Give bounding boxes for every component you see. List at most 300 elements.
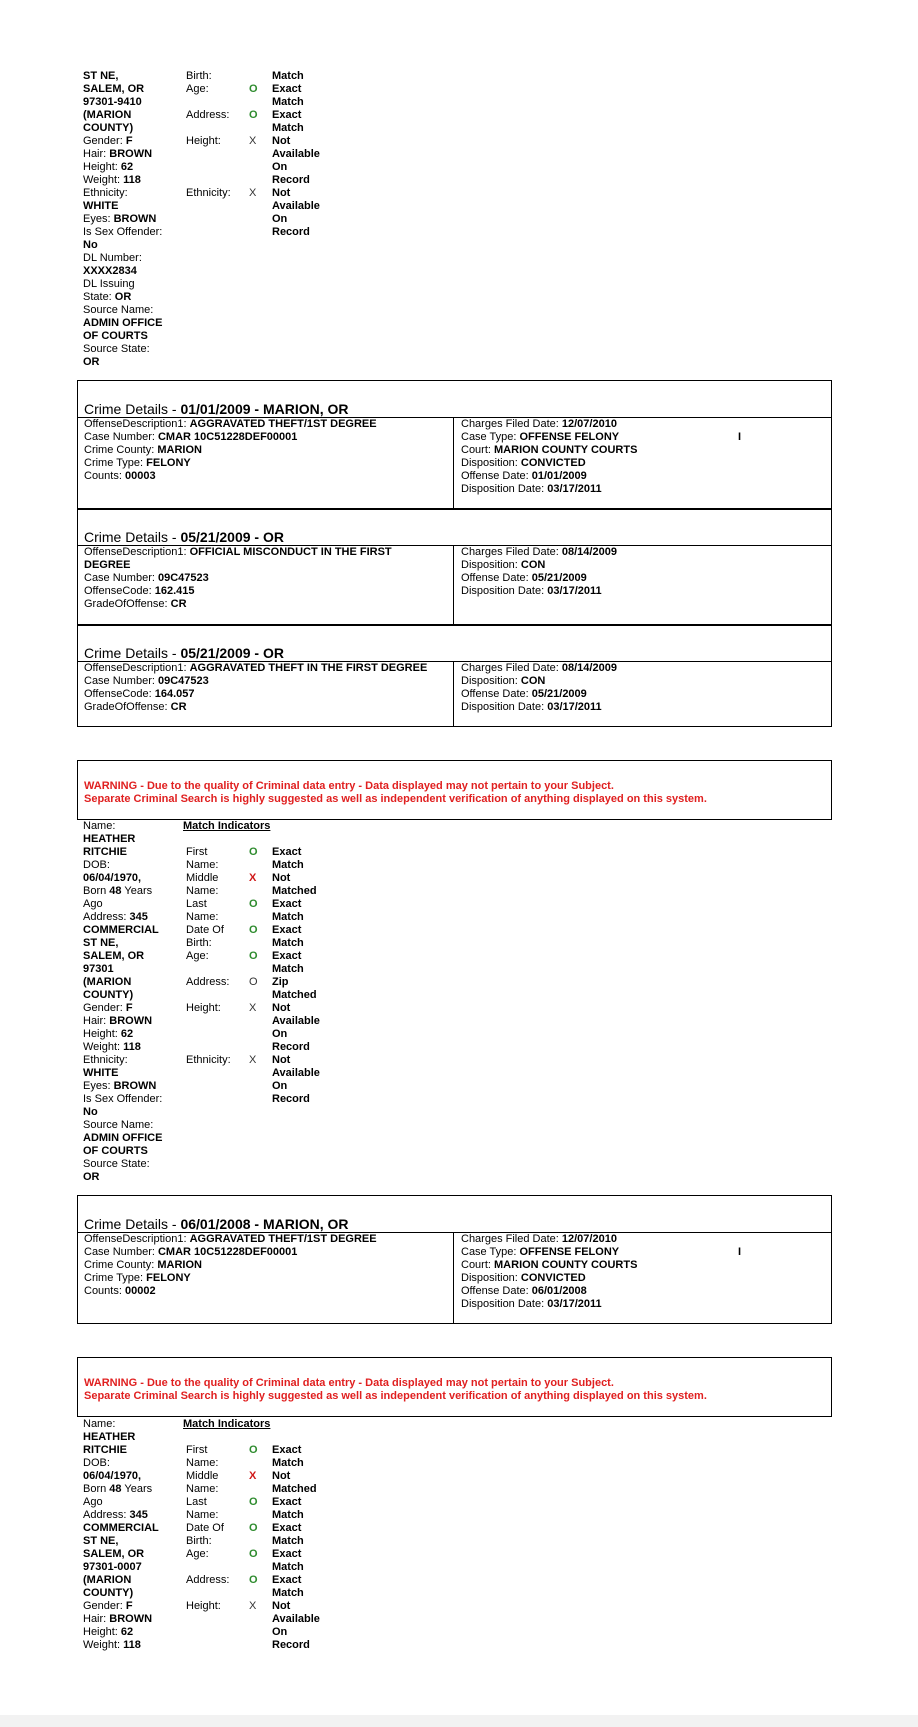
warning-line-1: WARNING - Due to the quality of Criminal data entry - Data displayed may not pertain to your Subject. bbox=[84, 780, 614, 792]
indicator-last-name: O bbox=[249, 898, 258, 910]
match-label: Height: bbox=[186, 1600, 221, 1612]
match-label: Last bbox=[186, 1496, 207, 1508]
crime-field bbox=[84, 572, 392, 585]
field-value: OR bbox=[114, 291, 132, 303]
field-value: 00002 bbox=[124, 1285, 156, 1297]
field-value: BROWN bbox=[109, 148, 153, 160]
field-label: Case Number: bbox=[84, 572, 158, 584]
field-label: Charges Filed Date: bbox=[461, 1233, 562, 1245]
field-label: OffenseCode: bbox=[84, 688, 155, 700]
subject-field bbox=[83, 1470, 159, 1483]
field-label: Eyes: bbox=[83, 213, 114, 225]
subject-field bbox=[83, 330, 162, 343]
subject-field bbox=[83, 1093, 162, 1106]
subject-field bbox=[83, 1574, 159, 1587]
field-label: Gender: bbox=[83, 135, 126, 147]
field-value: AGGRAVATED THEFT IN THE FIRST DEGREE bbox=[189, 662, 428, 674]
indicator-ethnicity: X bbox=[249, 1054, 257, 1066]
field-label: GradeOfOffense: bbox=[84, 598, 171, 610]
match-label: Birth: bbox=[186, 937, 212, 949]
crime-field bbox=[84, 559, 392, 572]
result-text: Match bbox=[272, 1457, 304, 1469]
subject-field bbox=[83, 1015, 162, 1028]
subject-field bbox=[83, 83, 162, 96]
crime-field bbox=[461, 431, 637, 444]
field-label: Gender: bbox=[83, 1600, 126, 1612]
indicator-ethnicity: X bbox=[249, 187, 257, 199]
match-results-1 bbox=[272, 846, 320, 1106]
field-label: Hair: bbox=[83, 1015, 110, 1027]
subject-field bbox=[83, 1132, 162, 1145]
field-value: 03/17/2011 bbox=[547, 1298, 602, 1310]
subject-field bbox=[83, 859, 162, 872]
subject-field bbox=[83, 820, 162, 833]
field-value: ADMIN OFFICE bbox=[83, 317, 163, 329]
column-divider bbox=[453, 417, 454, 509]
field-value: RITCHIE bbox=[83, 846, 127, 858]
result-text: Exact bbox=[272, 846, 302, 858]
result-text: Exact bbox=[272, 1496, 302, 1508]
field-value: OF COURTS bbox=[83, 1145, 148, 1157]
field-label: Offense Date: bbox=[461, 1285, 532, 1297]
subject-field bbox=[83, 911, 162, 924]
result-text: Match bbox=[272, 122, 304, 134]
field-value: CONVICTED bbox=[520, 1272, 586, 1284]
crime-title-prefix: Crime Details - bbox=[84, 401, 181, 417]
match-results-2 bbox=[272, 1444, 320, 1652]
crime-marker-1: I bbox=[738, 431, 742, 443]
result-text: Exact bbox=[272, 1574, 302, 1586]
crime-field bbox=[461, 1259, 637, 1272]
field-value: 03/17/2011 bbox=[547, 585, 602, 597]
field-label: Weight: bbox=[83, 1041, 124, 1053]
result-text: Not bbox=[272, 135, 291, 147]
indicator-date-of-birth: O bbox=[249, 1522, 258, 1534]
subject-field bbox=[83, 1418, 159, 1431]
crime-field bbox=[84, 662, 427, 675]
field-value: No bbox=[83, 239, 98, 251]
indicator-middle-name: X bbox=[249, 1470, 257, 1482]
subject-field bbox=[83, 109, 162, 122]
result-text: Exact bbox=[272, 1444, 302, 1456]
field-label: Height: bbox=[83, 161, 121, 173]
crime-field bbox=[84, 470, 377, 483]
subject-field bbox=[83, 1639, 159, 1652]
field-value: F bbox=[125, 1002, 133, 1014]
subject-field bbox=[83, 304, 162, 317]
subject-details-0 bbox=[83, 70, 162, 369]
field-value: 03/17/2011 bbox=[547, 483, 602, 495]
match-labels-2 bbox=[186, 1444, 229, 1613]
field-value: BROWN bbox=[109, 1613, 153, 1625]
result-text: Match bbox=[272, 937, 304, 949]
column-divider bbox=[453, 545, 454, 625]
field-value: MARION bbox=[157, 444, 202, 456]
field-suffix: Years bbox=[121, 885, 153, 897]
subject-field bbox=[83, 833, 162, 846]
field-value: CR bbox=[170, 701, 187, 713]
result-text: On bbox=[272, 213, 288, 225]
field-value: AGGRAVATED THEFT/1ST DEGREE bbox=[189, 1233, 377, 1245]
match-label: Middle bbox=[186, 1470, 219, 1482]
indicator-address: O bbox=[249, 976, 258, 988]
field-label: Born bbox=[83, 885, 110, 897]
subject-field bbox=[83, 148, 162, 161]
subject-field bbox=[83, 1522, 159, 1535]
field-value: 48 bbox=[109, 1483, 122, 1495]
field-label: Disposition Date: bbox=[461, 585, 548, 597]
field-value: 12/07/2010 bbox=[561, 1233, 617, 1245]
field-label: Court: bbox=[461, 1259, 495, 1271]
crime-field bbox=[461, 470, 637, 483]
crime-title-prefix: Crime Details - bbox=[84, 1216, 181, 1232]
crime-field bbox=[84, 598, 392, 611]
field-value: ST NE, bbox=[83, 1535, 119, 1547]
subject-field bbox=[83, 950, 162, 963]
field-label: Gender: bbox=[83, 1002, 126, 1014]
field-label: Source State: bbox=[83, 343, 150, 355]
subject-field bbox=[83, 1587, 159, 1600]
field-value: (MARION bbox=[83, 109, 132, 121]
field-value: OFFENSE FELONY bbox=[519, 431, 620, 443]
crime-field bbox=[84, 457, 377, 470]
column-divider bbox=[453, 1232, 454, 1324]
field-label: Offense Date: bbox=[461, 688, 532, 700]
field-value: RITCHIE bbox=[83, 1444, 127, 1456]
subject-field bbox=[83, 1028, 162, 1041]
match-label: Name: bbox=[186, 911, 219, 923]
crime-field bbox=[461, 457, 637, 470]
field-label: OffenseDescription1: bbox=[84, 418, 190, 430]
field-value: 05/21/2009 bbox=[531, 572, 587, 584]
subject-field bbox=[83, 1457, 159, 1470]
field-value: COMMERCIAL bbox=[83, 1522, 159, 1534]
result-text: Not bbox=[272, 872, 291, 884]
page-bottom-edge bbox=[0, 1715, 918, 1727]
result-text: Exact bbox=[272, 898, 302, 910]
label-address: Address: bbox=[186, 109, 230, 121]
crime-field bbox=[461, 675, 617, 688]
match-label: Name: bbox=[186, 1457, 219, 1469]
result-text: Not bbox=[272, 187, 291, 199]
field-value: CONVICTED bbox=[520, 457, 586, 469]
field-label: DL Issuing bbox=[83, 278, 135, 290]
field-value: ST NE, bbox=[83, 70, 119, 82]
subject-field bbox=[83, 252, 162, 265]
crime-title-value: 05/21/2009 - OR bbox=[180, 529, 284, 545]
field-label: Crime Type: bbox=[84, 1272, 147, 1284]
subject-field bbox=[83, 1158, 162, 1171]
subject-field bbox=[83, 265, 162, 278]
result-text: Record bbox=[272, 226, 310, 238]
result-text: Match bbox=[272, 963, 304, 975]
field-label: OffenseDescription1: bbox=[84, 662, 190, 674]
match-label: Name: bbox=[186, 1509, 219, 1521]
result-text: Not bbox=[272, 1002, 291, 1014]
field-value: ST NE, bbox=[83, 937, 119, 949]
crime-field bbox=[84, 418, 377, 431]
subject-field bbox=[83, 161, 162, 174]
field-value: 162.415 bbox=[154, 585, 195, 597]
field-value: AGGRAVATED THEFT/1ST DEGREE bbox=[189, 418, 377, 430]
field-value: SALEM, OR bbox=[83, 950, 145, 962]
field-label: Height: bbox=[83, 1626, 121, 1638]
crime-field bbox=[461, 1285, 637, 1298]
result-text: Record bbox=[272, 1093, 310, 1105]
field-value: HEATHER bbox=[83, 833, 136, 845]
indicator-middle-name: X bbox=[249, 872, 257, 884]
crime-title-4 bbox=[84, 1216, 349, 1232]
crime-field bbox=[461, 572, 617, 585]
field-value: OR bbox=[83, 356, 100, 368]
subject-field bbox=[83, 291, 162, 304]
field-value: COUNTY) bbox=[83, 122, 134, 134]
subject-field bbox=[83, 963, 162, 976]
field-label: Case Type: bbox=[461, 431, 520, 443]
result-text: Matched bbox=[272, 1483, 317, 1495]
match-label: Age: bbox=[186, 950, 209, 962]
subject-field bbox=[83, 187, 162, 200]
field-label: Case Number: bbox=[84, 1246, 158, 1258]
crime-right-column-2 bbox=[461, 546, 617, 598]
crime-field bbox=[84, 1246, 377, 1259]
match-label: Height: bbox=[186, 1002, 221, 1014]
field-label: Ethnicity: bbox=[83, 187, 128, 199]
field-value: 97301-0007 bbox=[83, 1561, 142, 1573]
subject-field bbox=[83, 135, 162, 148]
crime-left-column-4 bbox=[84, 1233, 377, 1298]
field-label: Disposition Date: bbox=[461, 483, 548, 495]
match-label bbox=[186, 1561, 229, 1574]
field-label: Crime County: bbox=[84, 444, 158, 456]
field-value: 08/14/2009 bbox=[561, 546, 617, 558]
field-value: CON bbox=[520, 675, 546, 687]
subject-field bbox=[83, 1561, 159, 1574]
indicator-age: O bbox=[249, 1548, 258, 1560]
field-value: BROWN bbox=[109, 1015, 153, 1027]
crime-title-2 bbox=[84, 529, 284, 545]
field-label: Ethnicity: bbox=[83, 1054, 128, 1066]
field-label: Source Name: bbox=[83, 304, 154, 316]
indicator-date-of-birth: O bbox=[249, 924, 258, 936]
result-text: Match bbox=[272, 1535, 304, 1547]
field-value: 05/21/2009 bbox=[531, 688, 587, 700]
crime-title-1 bbox=[84, 401, 349, 417]
crime-field bbox=[461, 546, 617, 559]
warning-line-1: WARNING - Due to the quality of Criminal data entry - Data displayed may not pertain to your Subject. bbox=[84, 1377, 614, 1389]
field-value: 09C47523 bbox=[157, 675, 209, 687]
subject-field bbox=[83, 885, 162, 898]
field-label: Crime Type: bbox=[84, 457, 147, 469]
field-label: Weight: bbox=[83, 1639, 124, 1651]
match-label: Last bbox=[186, 898, 207, 910]
result-text: Exact bbox=[272, 109, 302, 121]
crime-field bbox=[84, 675, 427, 688]
field-value: CMAR 10C51228DEF00001 bbox=[157, 431, 298, 443]
crime-field bbox=[461, 662, 617, 675]
match-label: Birth: bbox=[186, 1535, 212, 1547]
crime-field bbox=[84, 546, 392, 559]
crime-right-column-1 bbox=[461, 418, 637, 496]
field-label: Disposition: bbox=[461, 457, 521, 469]
subject-field bbox=[83, 226, 162, 239]
match-indicators-heading-1: Match Indicators bbox=[183, 820, 271, 832]
field-value: XXXX2834 bbox=[83, 265, 137, 277]
indicator-first-name: O bbox=[249, 846, 258, 858]
result-text: Exact bbox=[272, 950, 302, 962]
field-value: FELONY bbox=[146, 1272, 191, 1284]
crime-title-prefix: Crime Details - bbox=[84, 529, 181, 545]
match-labels-0 bbox=[186, 70, 231, 200]
field-label: Name: bbox=[83, 1418, 116, 1430]
field-value: 01/01/2009 bbox=[531, 470, 587, 482]
field-label: Weight: bbox=[83, 174, 124, 186]
subject-field bbox=[83, 200, 162, 213]
match-label: Date Of bbox=[186, 1522, 224, 1534]
field-value: COUNTY) bbox=[83, 989, 134, 1001]
crime-title-value: 01/01/2009 - MARION, OR bbox=[180, 401, 349, 417]
field-value: CON bbox=[520, 559, 546, 571]
result-text: Zip bbox=[272, 976, 289, 988]
field-value: F bbox=[125, 1600, 133, 1612]
subject-field bbox=[83, 846, 162, 859]
crime-title-prefix: Crime Details - bbox=[84, 645, 181, 661]
label-ethnicity: Ethnicity: bbox=[186, 187, 231, 199]
crime-field bbox=[461, 1272, 637, 1285]
result-text: Match bbox=[272, 1561, 304, 1573]
field-label: Is Sex Offender: bbox=[83, 1093, 163, 1105]
field-label: Height: bbox=[83, 1028, 121, 1040]
field-label: Counts: bbox=[84, 470, 125, 482]
crime-field bbox=[461, 701, 617, 714]
field-label: Offense Date: bbox=[461, 470, 532, 482]
field-label: Address: bbox=[83, 911, 130, 923]
subject-field bbox=[83, 937, 162, 950]
crime-field bbox=[461, 585, 617, 598]
crime-right-column-3 bbox=[461, 662, 617, 714]
subject-field bbox=[83, 1535, 159, 1548]
warning-line-2: Separate Criminal Search is highly suggested as well as independent verification of anything displayed on this system. bbox=[84, 793, 707, 805]
subject-field bbox=[83, 96, 162, 109]
crime-title-3 bbox=[84, 645, 284, 661]
match-label: Address: bbox=[186, 1574, 230, 1586]
field-label: Court: bbox=[461, 444, 495, 456]
result-text: Available bbox=[272, 1015, 320, 1027]
match-label: Age: bbox=[186, 1548, 209, 1560]
label-height: Height: bbox=[186, 135, 221, 147]
field-label: Disposition: bbox=[461, 675, 521, 687]
result-text: Available bbox=[272, 1613, 320, 1625]
match-label: Ethnicity: bbox=[186, 1054, 231, 1066]
match-label: Name: bbox=[186, 1483, 219, 1495]
crime-field bbox=[84, 1285, 377, 1298]
result-text: Not bbox=[272, 1470, 291, 1482]
field-value: 03/17/2011 bbox=[547, 701, 602, 713]
field-value: 345 bbox=[129, 911, 148, 923]
field-value: ADMIN OFFICE bbox=[83, 1132, 163, 1144]
field-value: 62 bbox=[120, 1028, 134, 1040]
subject-field bbox=[83, 898, 162, 911]
result-text: Record bbox=[272, 1041, 310, 1053]
subject-field bbox=[83, 122, 162, 135]
indicator-address: O bbox=[249, 1574, 258, 1586]
indicator-first-name: O bbox=[249, 1444, 258, 1456]
result-text: Available bbox=[272, 1067, 320, 1079]
result-text: On bbox=[272, 1080, 288, 1092]
result-text: Matched bbox=[272, 885, 317, 897]
match-label: Address: bbox=[186, 976, 230, 988]
subject-field bbox=[83, 1626, 159, 1639]
subject-field bbox=[83, 1106, 162, 1119]
field-value: F bbox=[125, 135, 133, 147]
field-value: BROWN bbox=[113, 1080, 157, 1092]
subject-field bbox=[83, 174, 162, 187]
crime-field bbox=[461, 444, 637, 457]
result-text: Matched bbox=[272, 989, 317, 1001]
match-label: First bbox=[186, 1444, 208, 1456]
field-value: 97301-9410 bbox=[83, 96, 142, 108]
result-text: Available bbox=[272, 200, 320, 212]
indicator-last-name: O bbox=[249, 1496, 258, 1508]
field-label: Ago bbox=[83, 1496, 103, 1508]
field-label: Hair: bbox=[83, 148, 110, 160]
match-indicators-heading-2: Match Indicators bbox=[183, 1418, 271, 1430]
field-label: Address: bbox=[83, 1509, 130, 1521]
match-label bbox=[186, 1041, 231, 1054]
match-label: Name: bbox=[186, 859, 219, 871]
field-label: Hair: bbox=[83, 1613, 110, 1625]
subject-field bbox=[83, 1613, 159, 1626]
field-value: OR bbox=[83, 1171, 100, 1183]
subject-field bbox=[83, 1145, 162, 1158]
field-label: Disposition Date: bbox=[461, 1298, 548, 1310]
field-value: 345 bbox=[129, 1509, 148, 1521]
field-label: DL Number: bbox=[83, 252, 142, 264]
field-value: WHITE bbox=[83, 1067, 119, 1079]
field-value: OFFENSE FELONY bbox=[519, 1246, 620, 1258]
result-text: On bbox=[272, 1028, 288, 1040]
match-label bbox=[186, 963, 231, 976]
field-label: Is Sex Offender: bbox=[83, 226, 163, 238]
field-value: No bbox=[83, 1106, 98, 1118]
match-label bbox=[186, 989, 231, 1002]
result-text: On bbox=[272, 1626, 288, 1638]
subject-field bbox=[83, 872, 162, 885]
result-text: Match bbox=[272, 1509, 304, 1521]
field-value: 12/07/2010 bbox=[561, 418, 617, 430]
match-label: Name: bbox=[186, 885, 219, 897]
indicator-height: X bbox=[249, 1600, 257, 1612]
field-value: OFFICIAL MISCONDUCT IN THE FIRST bbox=[189, 546, 392, 558]
field-value: 62 bbox=[120, 161, 134, 173]
field-label: OffenseDescription1: bbox=[84, 1233, 190, 1245]
field-value: 09C47523 bbox=[157, 572, 209, 584]
field-value: MARION bbox=[157, 1259, 202, 1271]
subject-field bbox=[83, 1483, 159, 1496]
result-text: Match bbox=[272, 1587, 304, 1599]
crime-field bbox=[84, 688, 427, 701]
subject-field bbox=[83, 1119, 162, 1132]
crime-title-value: 06/01/2008 - MARION, OR bbox=[180, 1216, 349, 1232]
field-label: Case Number: bbox=[84, 431, 158, 443]
indicator-height: X bbox=[249, 135, 257, 147]
field-value: 06/04/1970, bbox=[83, 872, 142, 884]
crime-left-column-1 bbox=[84, 418, 377, 483]
field-label: Born bbox=[83, 1483, 110, 1495]
column-divider bbox=[453, 661, 454, 727]
result-text: Match bbox=[272, 96, 304, 108]
crime-field bbox=[461, 418, 637, 431]
